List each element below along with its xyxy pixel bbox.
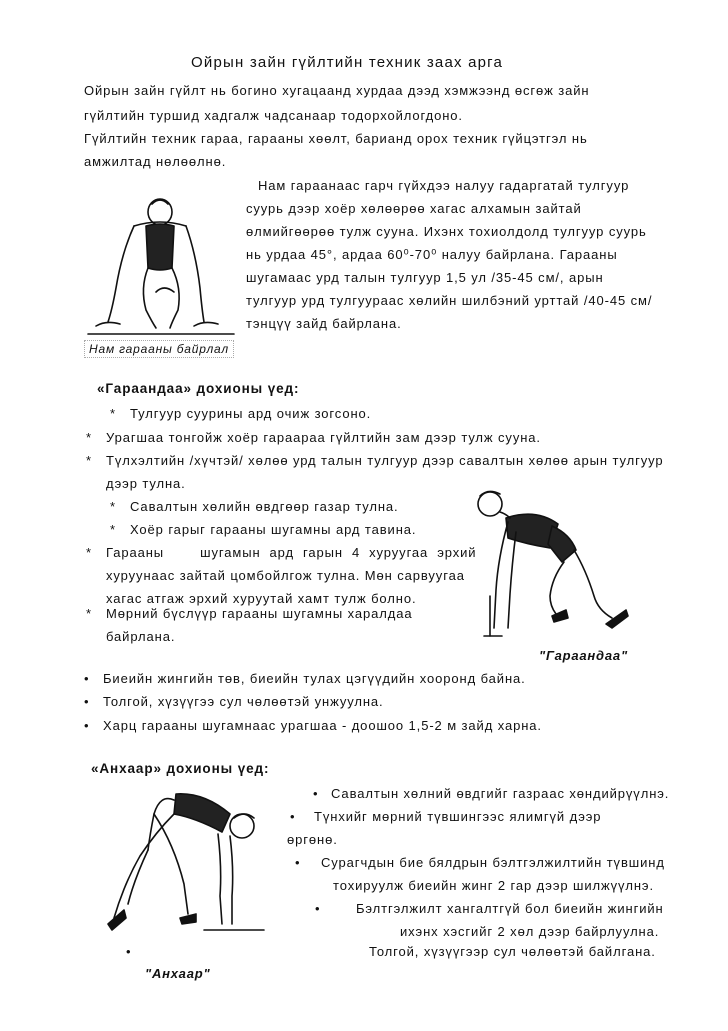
s2-item-6-cont-1: хуруунаас зайтай цомбойлгож тулна. Мөн сарвуугаа bbox=[106, 568, 465, 583]
intro-line-4: амжилтад нөлөөлнө. bbox=[84, 154, 227, 169]
s2-bullet-1: * bbox=[110, 406, 116, 421]
s1-line-7: тэнцүү зайд байрлана. bbox=[246, 316, 402, 331]
s2-bullet-4: * bbox=[110, 499, 116, 514]
s3-item-2: Түнхийг мөрний түвшингээс ялимгүй дээр bbox=[314, 809, 602, 824]
dot-item-2: Толгой, хүзүүгээ сул чөлөөтэй унжуулна. bbox=[103, 694, 384, 709]
s1-line-5: шугамаас урд талын тулгуур 1,5 ул /35-45 см/, арын bbox=[246, 270, 604, 285]
s3-item-4-cont: ихэнх хэсгийг 2 хөл дээр байрлуулна. bbox=[400, 924, 660, 939]
set-caption: "Анхаар" bbox=[145, 966, 211, 981]
dot-bullet-1: • bbox=[84, 671, 90, 686]
s3-item-3: Сурагчдын бие бялдрын бэлтгэлжилтийн түвшинд bbox=[321, 855, 665, 870]
s2-bullet-3: * bbox=[86, 453, 92, 468]
s3-item-3-cont: тохируулж биеийн жинг 2 гар дээр шилжүүлнэ. bbox=[333, 878, 654, 893]
s1-line-4: нь урдаа 45°, ардаа 60⁰-70⁰ налуу байрлана. Гарааны bbox=[246, 247, 618, 262]
intro-line-2: гүйлтийн туршид хадгалж чадсанаар тодорхойлогдоно. bbox=[84, 108, 463, 123]
intro-line-3: Гүйлтийн техник гараа, гарааны хөөлт, барианд орох техник гүйцэтгэл нь bbox=[84, 131, 588, 146]
s2-item-4: Савалтын хөлийн өвдгөөр газар тулна. bbox=[130, 499, 399, 514]
dot-item-3: Харц гарааны шугамнаас урагшаа - доошоо 1,5-2 м зайд харна. bbox=[103, 718, 542, 733]
s3-bullet-2: • bbox=[290, 809, 296, 824]
dot-bullet-2: • bbox=[84, 694, 90, 709]
intro-line-1: Ойрын зайн гүйлт нь богино хугацаанд хурдаа дээд хэмжээнд өсгөж зайн bbox=[84, 83, 590, 98]
s2-bullet-5: * bbox=[110, 522, 116, 537]
s2-item-3-cont: дээр тулна. bbox=[106, 476, 186, 491]
s2-item-6: Гарааны шугамын ард гарын 4 хуруугаа эрхий bbox=[106, 545, 477, 560]
s2-item-3: Түлхэлтийн /хүчтэй/ хөлөө урд талын тулгуур дээр савалтын хөлөө арын тулгуур bbox=[106, 453, 664, 468]
low-start-caption: Нам гарааны байрлал bbox=[84, 340, 234, 358]
s3-item-5: Толгой, хүзүүгээр сул чөлөөтэй байлгана. bbox=[369, 944, 656, 959]
section3-heading: «Анхаар» дохионы үед: bbox=[91, 761, 270, 776]
on-your-marks-caption: "Гараандаа" bbox=[539, 648, 628, 663]
s3-bullet-3: • bbox=[295, 855, 301, 870]
s2-bullet-2: * bbox=[86, 430, 92, 445]
low-start-figure bbox=[86, 192, 236, 342]
s3-item-4: Бэлтгэлжилт хангалтгүй бол биеийн жингийн bbox=[356, 901, 664, 916]
dot-item-1: Биеийн жингийн төв, биеийн тулах цэгүүдийн хооронд байна. bbox=[103, 671, 526, 686]
s1-line-3: өлмийгөөрөө тулж сууна. Ихэнх тохиолдолд тулгуур суурь bbox=[246, 224, 647, 239]
s1-line-1: Нам гараанаас гарч гүйхдээ налуу гадаргатай тулгуур bbox=[258, 178, 630, 193]
set-position-figure bbox=[104, 784, 274, 944]
page-title: Ойрын зайн гүйлтийн техник заах арга bbox=[191, 54, 504, 71]
on-your-marks-figure bbox=[466, 478, 636, 638]
s2-item-1: Тулгуур суурины ард очиж зогсоно. bbox=[130, 406, 372, 421]
s2-bullet-6: * bbox=[86, 545, 92, 560]
s2-item-2: Урагшаа тонгойж хоёр гараараа гүйлтийн зам дээр тулж сууна. bbox=[106, 430, 541, 445]
s2-item-5: Хоёр гарыг гарааны шугамны ард тавина. bbox=[130, 522, 417, 537]
s1-line-2: суурь дээр хоёр хөлөөрөө хагас алхамын зайтай bbox=[246, 201, 582, 216]
section2-heading: «Гараандаа» дохионы үед: bbox=[97, 381, 300, 396]
s3-bullet-1: • bbox=[313, 786, 319, 801]
s2-item-7: Мөрний бүслүүр гарааны шугамны харалдаа bbox=[106, 606, 413, 621]
s3-bullet-4: • bbox=[315, 901, 321, 916]
dot-bullet-3: • bbox=[84, 718, 90, 733]
s1-line-6: тулгуур урд тулгуураас хөлийн шилбэний урттай /40-45 см/ bbox=[246, 293, 653, 308]
s3-item-1: Савалтын хөлний өвдгийг газраас хөндийрүүлнэ. bbox=[331, 786, 670, 801]
s2-bullet-7: * bbox=[86, 606, 92, 621]
s2-item-7-cont: байрлана. bbox=[106, 629, 176, 644]
s2-item-6-cont-2: хагас атгаж эрхий хуруутай хамт тулж болно. bbox=[106, 591, 417, 606]
s3-item-2-cont: өргөнө. bbox=[287, 832, 338, 847]
s3-bullet-5: • bbox=[126, 944, 132, 959]
